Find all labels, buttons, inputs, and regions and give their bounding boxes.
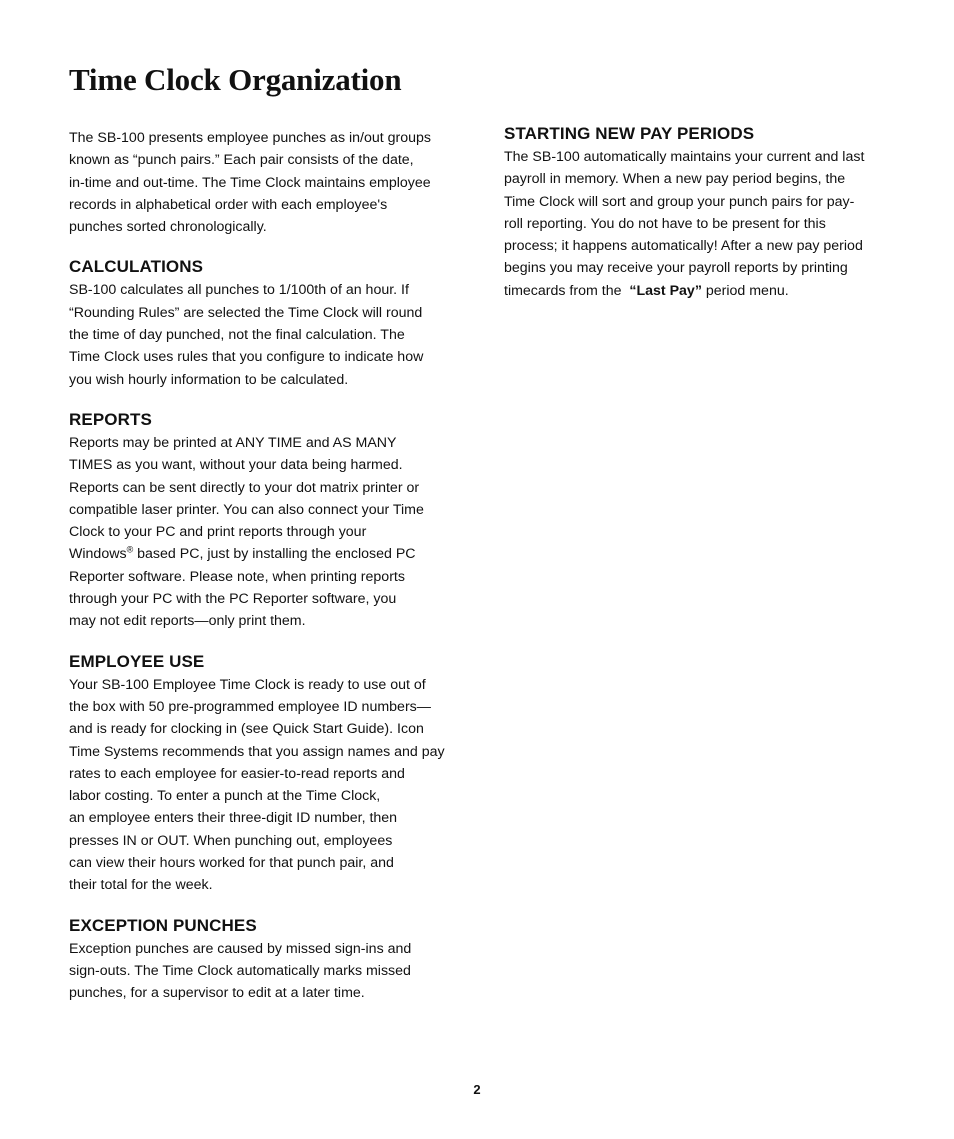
windows-rest: based PC, just by installing the enclosed PC xyxy=(133,546,416,563)
body-line: punches, for a supervisor to edit at a later time. xyxy=(69,985,365,1002)
reports-heading: REPORTS xyxy=(69,409,152,429)
body-line: roll reporting. You do not have to be present for this xyxy=(504,215,826,232)
body-line: the box with 50 pre-programmed employee ID numbers— xyxy=(69,698,431,715)
employee-use-section xyxy=(69,650,454,897)
body-line: can view their hours worked for that punch pair, and xyxy=(69,855,394,872)
body-line: begins you may receive your payroll reports by printing xyxy=(504,260,848,277)
body-line: payroll in memory. When a new pay period begins, the xyxy=(504,171,846,188)
body-line: Time Clock uses rules that you configure to indicate how xyxy=(69,349,424,366)
page-title: Time Clock Organization xyxy=(69,62,402,97)
body-line: their total for the week. xyxy=(69,877,213,894)
calculations-section xyxy=(69,255,454,390)
body-line: rates to each employee for easier-to-read reports and xyxy=(69,765,405,782)
left-column xyxy=(69,127,454,1005)
starting-new-pay-periods-heading: STARTING NEW PAY PERIODS xyxy=(504,124,755,143)
intro-line: punches sorted chronologically. xyxy=(69,219,267,236)
body-line: The SB-100 automatically maintains your current and last xyxy=(504,149,865,165)
starting-new-pay-periods-section xyxy=(504,122,896,302)
body-line: Reporter software. Please note, when printing reports xyxy=(69,568,405,585)
body-line: Clock to your PC and print reports through your xyxy=(69,524,367,541)
right-column xyxy=(504,124,896,302)
body-line: process; it happens automatically! After a new pay period xyxy=(504,238,863,255)
windows-word: Windows xyxy=(69,546,127,563)
body-line: labor costing. To enter a punch at the Time Clock, xyxy=(69,788,381,805)
body-line: may not edit reports—only print them. xyxy=(69,613,306,630)
calculations-heading: CALCULATIONS xyxy=(69,257,204,277)
last-pay-menu-name: “Last Pay” xyxy=(629,282,702,299)
body-line: and is ready for clocking in (see Quick Start Guide). Icon xyxy=(69,721,424,738)
body-line: Your SB-100 Employee Time Clock is ready to use out of xyxy=(69,676,426,693)
body-line: sign-outs. The Time Clock automatically marks missed xyxy=(69,962,411,979)
employee-use-heading: EMPLOYEE USE xyxy=(69,651,205,671)
body-line: Reports may be printed at ANY TIME and AS MANY xyxy=(69,434,397,451)
exception-punches-section xyxy=(69,914,454,1005)
last-line-suffix: period menu. xyxy=(701,282,789,299)
last-line-prefix: timecards from the xyxy=(504,282,630,299)
exception-punches-heading: EXCEPTION PUNCHES xyxy=(69,915,257,935)
intro-paragraph xyxy=(69,127,454,238)
body-line: Exception punches are caused by missed sign-ins and xyxy=(69,940,412,957)
body-line: Reports can be sent directly to your dot matrix printer or xyxy=(69,479,420,496)
reports-section xyxy=(69,408,454,633)
body-line: SB-100 calculates all punches to 1/100th of an hour. If xyxy=(69,282,409,299)
exception-punches-body xyxy=(69,938,454,1005)
body-line: an employee enters their three-digit ID number, then xyxy=(69,810,398,827)
body-line-windows xyxy=(69,543,454,565)
body-line: Time Systems recommends that you assign names and pay xyxy=(69,743,445,760)
body-line: presses IN or OUT. When punching out, employees xyxy=(69,832,393,849)
intro-line: in-time and out-time. The Time Clock maintains employee xyxy=(69,174,431,191)
body-line: through your PC with the PC Reporter software, you xyxy=(69,591,397,608)
body-line-last-pay xyxy=(504,280,896,302)
starting-new-pay-periods-body xyxy=(504,146,896,302)
intro-line: records in alphabetical order with each employee's xyxy=(69,196,388,213)
employee-use-body xyxy=(69,674,454,897)
intro-line: The SB-100 presents employee punches as in/out groups xyxy=(69,130,432,146)
calculations-body xyxy=(69,279,454,390)
body-line: Time Clock will sort and group your punch pairs for pay- xyxy=(504,193,855,210)
body-line: you wish hourly information to be calculated. xyxy=(69,371,349,388)
body-line: TIMES as you want, without your data being harmed. xyxy=(69,457,403,474)
body-line: “Rounding Rules” are selected the Time Clock will round xyxy=(69,304,423,321)
reports-body xyxy=(69,432,454,633)
page-number: 2 xyxy=(473,1082,481,1097)
body-line: compatible laser printer. You can also connect your Time xyxy=(69,501,424,518)
registered-mark: ® xyxy=(126,544,134,555)
intro-line: known as “punch pairs.” Each pair consists of the date, xyxy=(69,152,414,169)
body-line: the time of day punched, not the final calculation. The xyxy=(69,327,405,344)
